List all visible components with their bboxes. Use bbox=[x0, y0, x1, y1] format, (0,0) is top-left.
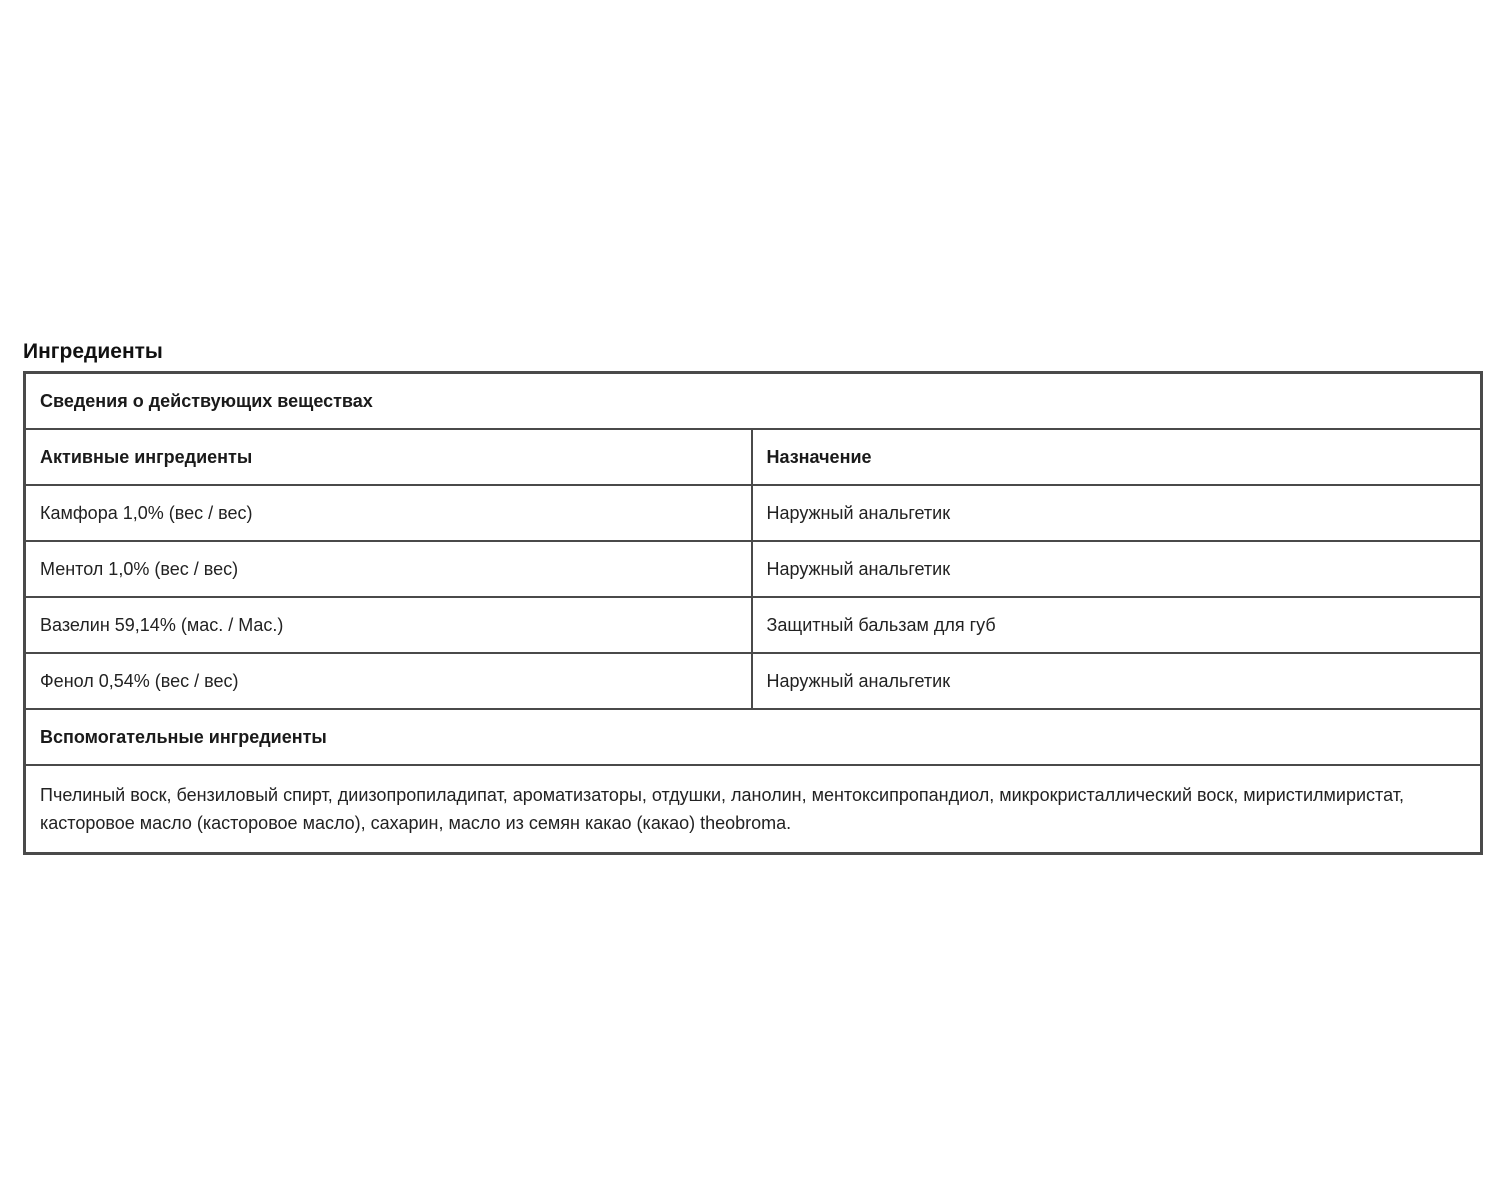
table-row bbox=[25, 541, 1482, 597]
column-header-row bbox=[25, 429, 1482, 485]
inactive-ingredients-header: Вспомогательные ингредиенты bbox=[25, 709, 1482, 765]
purpose-cell: Наружный анальгетик bbox=[752, 485, 1482, 541]
inactive-ingredients-line: касторовое масло (касторовое масло), сахарин, масло из семян какао (какао) theobroma. bbox=[40, 813, 792, 833]
ingredient-cell: Ментол 1,0% (вес / вес) bbox=[25, 541, 752, 597]
table-header: Сведения о действующих веществах bbox=[25, 373, 1482, 430]
ingredients-section bbox=[23, 338, 1480, 855]
purpose-cell: Защитный бальзам для губ bbox=[752, 597, 1482, 653]
column-header-purpose: Назначение bbox=[752, 429, 1482, 485]
inactive-text-row bbox=[25, 765, 1482, 854]
inactive-header-row bbox=[25, 709, 1482, 765]
ingredient-cell: Вазелин 59,14% (мас. / Мас.) bbox=[25, 597, 752, 653]
table-row bbox=[25, 653, 1482, 709]
inactive-ingredients-text bbox=[25, 765, 1482, 854]
ingredient-cell: Фенол 0,54% (вес / вес) bbox=[25, 653, 752, 709]
column-header-active-ingredients: Активные ингредиенты bbox=[25, 429, 752, 485]
ingredients-table bbox=[23, 371, 1483, 855]
table-row bbox=[25, 597, 1482, 653]
table-header-row bbox=[25, 373, 1482, 430]
table-row bbox=[25, 485, 1482, 541]
purpose-cell: Наружный анальгетик bbox=[752, 541, 1482, 597]
purpose-cell: Наружный анальгетик bbox=[752, 653, 1482, 709]
section-title: Ингредиенты bbox=[23, 340, 163, 363]
ingredient-cell: Камфора 1,0% (вес / вес) bbox=[25, 485, 752, 541]
inactive-ingredients-line: Пчелиный воск, бензиловый спирт, диизопропиладипат, ароматизаторы, отдушки, ланолин, ментоксипропандиол, микрокристаллический воск, миристилмиристат, bbox=[40, 785, 1404, 805]
